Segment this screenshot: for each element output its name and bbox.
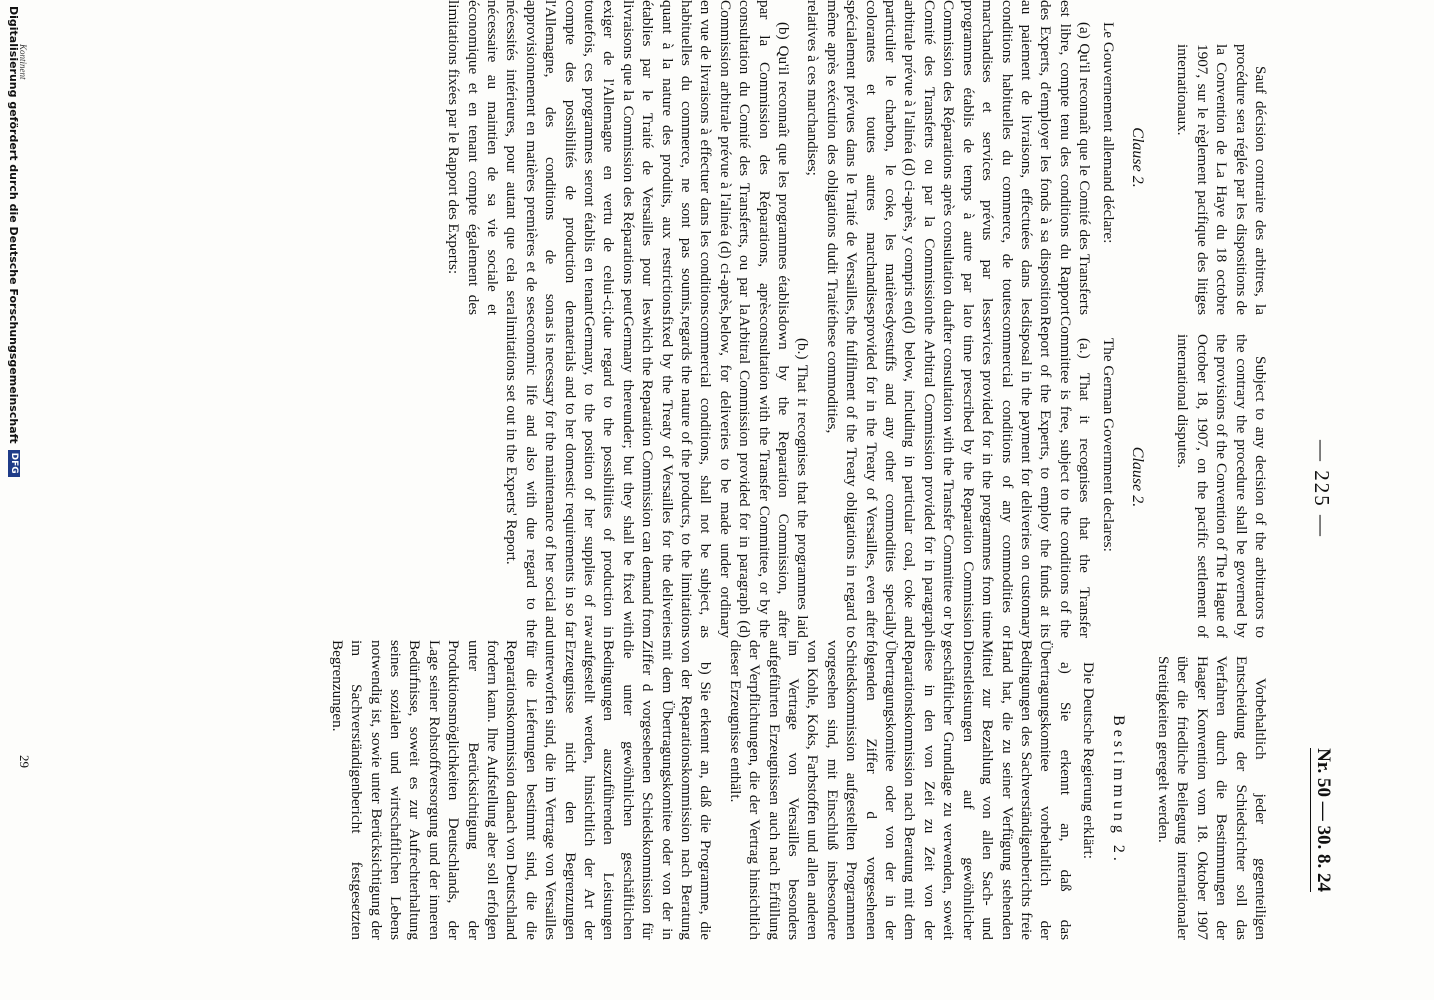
french-clause-heading: Clause 2. [1128, 127, 1146, 188]
english-paragraph-a: (a.) That it recognises that the Transfer Committee is free, subject to the conditions of the Report of the Experts, to employ the funds at its disposal in the payment for deliveries on customary commercial conditions of any commodities or services provided for in the programmes from time to time prescribed by the Reparation Commission after consultation with the Transfer Committee or by the Arbitral Commission provided for in paragraph (d) below, including in particular coal, coke and dyestuffs and any other commodities specially provided for in the Treaty of Versailles, even after the fulfilment of the Treaty obligations in regard to these commodities, [823, 316, 1094, 638]
english-declares: The German Government declares: [1099, 338, 1117, 552]
german-paragraph-b: b) Sie erkennt an, daß die Programme, die von der Reparationskommission nach Beratung mit dem Übertragungskomitee oder von der in Ziffer d vorgesehenen Schiedskommission für die unter gewöhnlichen geschäftlichen Bedingungen auszuführenden Leistungen aufgestellt werden, hinsichtlich der Art der Erzeugnisse nicht den Begrenzungen unterworfen sind, die im Vertrage von Versailles für die Lieferungen bestimmt sind, die die Reparationskommission danach von Deutschland fordern kann. Ihre Aufstellung aber soll erfolgen unter Berücksichtigung der Produktionsmöglichkeiten Deutschlands, der Lage seiner Rohstoffversorgung und der inneren Bedürfnisse, soweit es zur Aufrechterhaltung seines sozialen und wirtschaftlichen Lebens notwendig ist, sowie unter Berücksichtigung der im Sachverständigenbericht festgesetzten Begrenzungen. [328, 640, 715, 940]
french-paragraph-b: (b) Qu'il reconnaît que les programmes établis par la Commission des Réparations, après consultation du Comité des Transferts, ou par la Commission arbitrale prévue à l'alinéa (d) ci-après, en vue de livraisons à effectuer dans les conditions habituelles du commerce, ne sont pas soumis, quant à la nature des produits, aux restrictions établies par le Traité de Versailles pour les livraisons que la Commission des Réparations peut exiger de l'Allemagne en vertu de celui-ci; toutefois, ces programmes seront établis en tenant compte des possibilités de production de l'Allemagne, des conditions de son approvisionnement en matières premières et de ses nécessités intérieures, pour autant que cela sera nécessaire au maintien de sa vie sociale et économique et en tenant compte également des limitations fixées par le Rapport des Experts: [445, 0, 793, 315]
german-paragraph-a: a) Sie erkennt an, daß das Übertragungskomitee vorbehaltlich der Bedingungen des Sachverständigenberichts freie Hand hat, die zu seiner Verfügung stehenden Mittel zur Bezahlung von allen Sach- und Dienstleistungen auf gewöhnlicher geschäftlicher Grundlage zu verwenden, soweit diese in den von Zeit zu Zeit von der Reparationskommission nach Beratung mit dem Übertragungskomitee oder von der in der folgenden Ziffer d vorgesehenen Schiedskommission aufgestellten Programmen vorgesehen sind, mit Einschluß insbesondere von Kohle, Koks, Farbstoffen und allen anderen im Vertrage von Versailles besonders aufgeführten Erzeugnissen auch nach Erfüllung der Verpflichtungen, die der Vertrag hinsichtlich dieser Erzeugnisse enthält. [726, 640, 1074, 940]
page-number: — 225 — [1310, 440, 1334, 538]
digitization-note-text: Digitalisierung gefördert durch die Deutsche Forschungsgemeinschaft [7, 6, 21, 444]
english-paragraph-b: (b.) That it recognises that the programmes laid down by the Reparation Commission, after consultation with the Transfer Committee, or by the Arbitral Commission provided for in paragraph (d) below, for deliveries to be made under ordinary commercial conditions, shall not be subject, as regards the nature of the products, to the limitations fixed by the Treaty of Versailles for the deliveries which the Reparation Commission can demand from Germany thereunder; but they shall be fixed with due regard to the possibilities of production in Germany, to the position of her supplies of raw materials and to her domestic requirements in so far as is necessary for the maintenance of her social and economic life and also with due regard to the limitations set out in the Experts' Report. [503, 316, 812, 638]
digitization-note [3, 0, 25, 1000]
german-declares: Die Deutsche Regierung erklärt: [1080, 662, 1098, 859]
english-column [40, 316, 1270, 638]
french-column [40, 0, 1270, 315]
french-intro-paragraph: Sauf décision contraire des arbitres, la procédure sera réglée par les dispositions de la Convention de La Haye du 18 octobre 1907, sur le règlement pacifique des litiges internationaux. [1174, 44, 1269, 315]
german-column [40, 640, 1270, 940]
printer-mark: Kontinent [18, 44, 28, 80]
issue-label: Nr. 50 — 30. 8. 24 [1310, 748, 1334, 892]
english-clause-heading: Clause 2. [1128, 446, 1146, 508]
french-declares: Le Gouvernement allemand déclare: [1099, 22, 1117, 244]
dfg-logo-icon: DFG [8, 450, 20, 477]
folio-number: 29 [17, 755, 32, 768]
page-header [1294, 0, 1334, 1000]
german-clause-heading: Bestimmung 2. [1109, 715, 1127, 865]
german-intro-paragraph: Vorbehaltlich jeder gegenteiligen Entscheidung der Schiedsrichter soll das Verfahren durch die Bestimmungen der Haager Konvention vom 18. Oktober 1907 über die friedliche Beilegung internationaler Streitigkeiten geregelt werden. [1154, 656, 1269, 940]
english-intro-paragraph: Subject to any decision of the arbitrators to the contrary the procedure shall be governed by the provisions of the Convention of The Hague of October 18, 1907, on the pacific settlement of international disputes. [1174, 334, 1269, 638]
french-paragraph-a: (a) Qu'il reconnaît que le Comité des Transferts est libre, compte tenu des conditions du Rapport des Experts, d'employer les fonds à sa disposition au paiement de livraisons, effectuées dans les conditions habituelles du commerce, de toutes marchandises et services prévus par les programmes établis de temps à autre par la Commission des Réparations après consultation du Comité des Transferts ou par la Commission arbitrale prévue à l'alinéa (d) ci-après, y compris en particulier le charbon, le coke, les matières colorantes et toutes autres marchandises spécialement prévues dans le Traité de Versailles, même après exécution des obligations dudit Traité relatives à ces marchandises; [804, 0, 1094, 315]
